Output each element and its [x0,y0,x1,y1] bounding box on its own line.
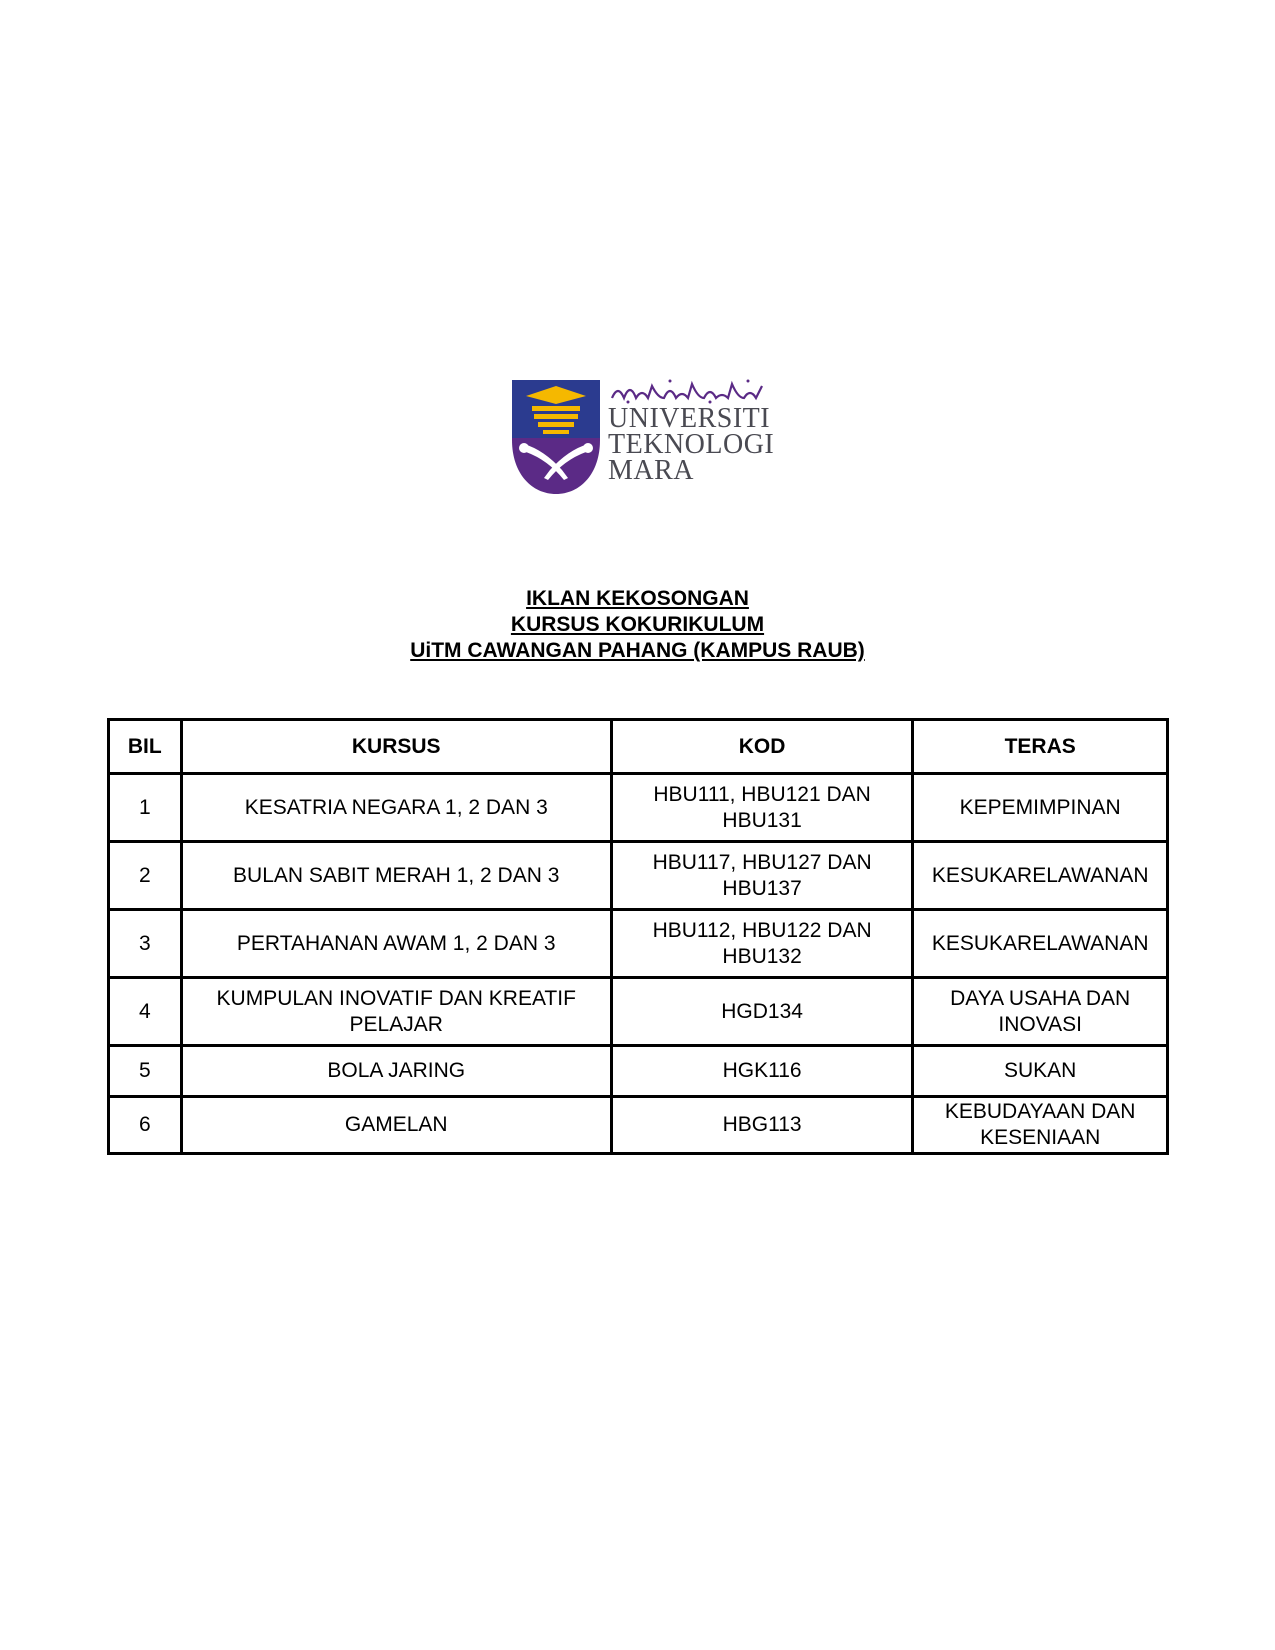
cell-kursus: GAMELAN [181,1097,611,1154]
header-kod: KOD [611,720,913,774]
cell-teras: KESUKARELAWANAN [913,910,1168,978]
cell-kursus: BOLA JARING [181,1046,611,1097]
cell-teras: KEPEMIMPINAN [913,774,1168,842]
table-row [109,1046,1168,1097]
uitm-logo [510,378,775,496]
cell-teras: KEBUDAYAAN DAN KESENIAAN [913,1097,1168,1154]
header-bil: BIL [109,720,182,774]
cell-teras: SUKAN [913,1046,1168,1097]
cell-bil: 4 [109,978,182,1046]
table-header-row [109,720,1168,774]
cell-bil: 3 [109,910,182,978]
cell-kod: HGD134 [611,978,913,1046]
title-line-3: UiTM CAWANGAN PAHANG (KAMPUS RAUB) [410,639,865,662]
table-row [109,774,1168,842]
cell-teras: DAYA USAHA DAN INOVASI [913,978,1168,1046]
cell-bil: 1 [109,774,182,842]
cell-kursus: PERTAHANAN AWAM 1, 2 DAN 3 [181,910,611,978]
cell-kod: HBU111, HBU121 DAN HBU131 [611,774,913,842]
header-teras: TERAS [913,720,1168,774]
jawi-lettering-icon [608,378,768,404]
cell-kod: HBG113 [611,1097,913,1154]
logo-line-3: MARA [608,455,695,486]
logo-line-1: UNIVERSITI [608,403,771,434]
cell-bil: 6 [109,1097,182,1154]
title-line-1: IKLAN KEKOSONGAN [526,587,749,610]
cell-kod: HBU112, HBU122 DAN HBU132 [611,910,913,978]
title-line-2: KURSUS KOKURIKULUM [510,613,765,636]
cell-kod: HGK116 [611,1046,913,1097]
table-row [109,910,1168,978]
header-kursus: KURSUS [181,720,611,774]
cell-kursus: KUMPULAN INOVATIF DAN KREATIF PELAJAR [181,978,611,1046]
cell-bil: 2 [109,842,182,910]
courses-table [107,718,1169,1155]
table-row [109,842,1168,910]
table-row [109,1097,1168,1154]
document-title [0,586,1275,664]
cell-kursus: BULAN SABIT MERAH 1, 2 DAN 3 [181,842,611,910]
uitm-crest-icon [510,378,602,496]
cell-bil: 5 [109,1046,182,1097]
jawi-script [608,378,768,404]
cell-kod: HBU117, HBU127 DAN HBU137 [611,842,913,910]
logo-line-2: TEKNOLOGI [608,429,775,460]
table-row [109,978,1168,1046]
cell-kursus: KESATRIA NEGARA 1, 2 DAN 3 [181,774,611,842]
cell-teras: KESUKARELAWANAN [913,842,1168,910]
logo-wordmark [608,403,775,486]
